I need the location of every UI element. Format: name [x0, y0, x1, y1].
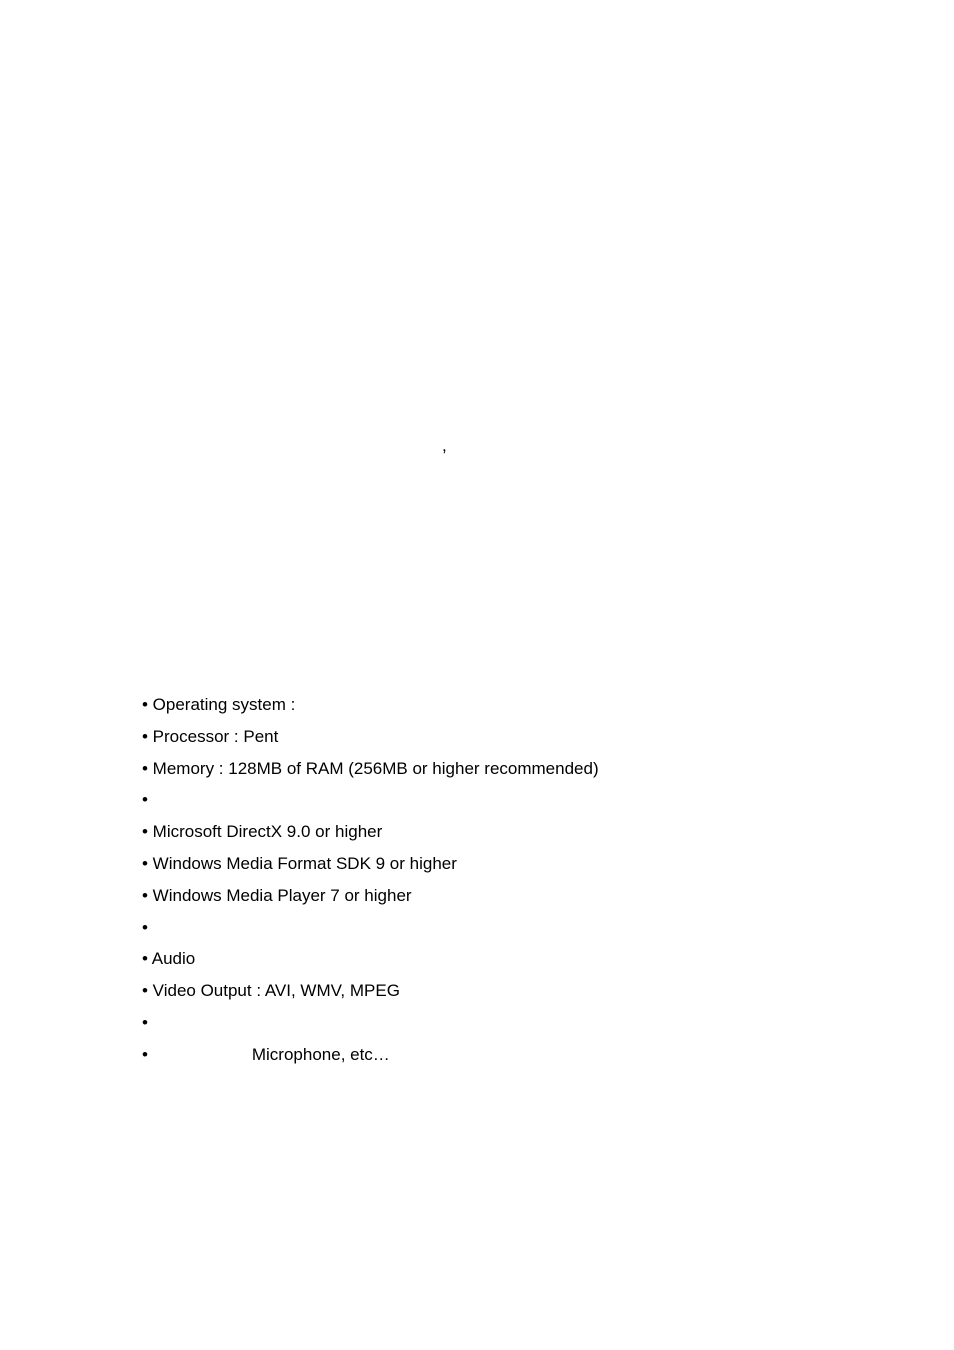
requirement-directx: • Microsoft DirectX 9.0 or higher — [142, 822, 383, 842]
stray-comma: , — [442, 436, 447, 455]
requirement-processor: • Processor : Pent — [142, 726, 279, 746]
requirement-blank-3: • — [142, 1012, 148, 1032]
requirement-microphone: • Microphone, etc… — [142, 1044, 390, 1064]
requirement-blank-1: • — [142, 790, 148, 810]
requirement-media-format-sdk: • Windows Media Format SDK 9 or higher — [142, 853, 457, 873]
requirement-operating-system: • Operating system : — [142, 695, 296, 714]
requirement-blank-2: • — [142, 917, 148, 937]
requirement-audio: • Audio — [142, 949, 196, 969]
requirement-media-player: • Windows Media Player 7 or higher — [142, 885, 412, 905]
requirement-memory: • Memory : 128MB of RAM (256MB or higher recommended) — [142, 758, 599, 778]
requirement-video-output: • Video Output : AVI, WMV, MPEG — [142, 981, 400, 1001]
system-requirements-list — [142, 693, 599, 1075]
